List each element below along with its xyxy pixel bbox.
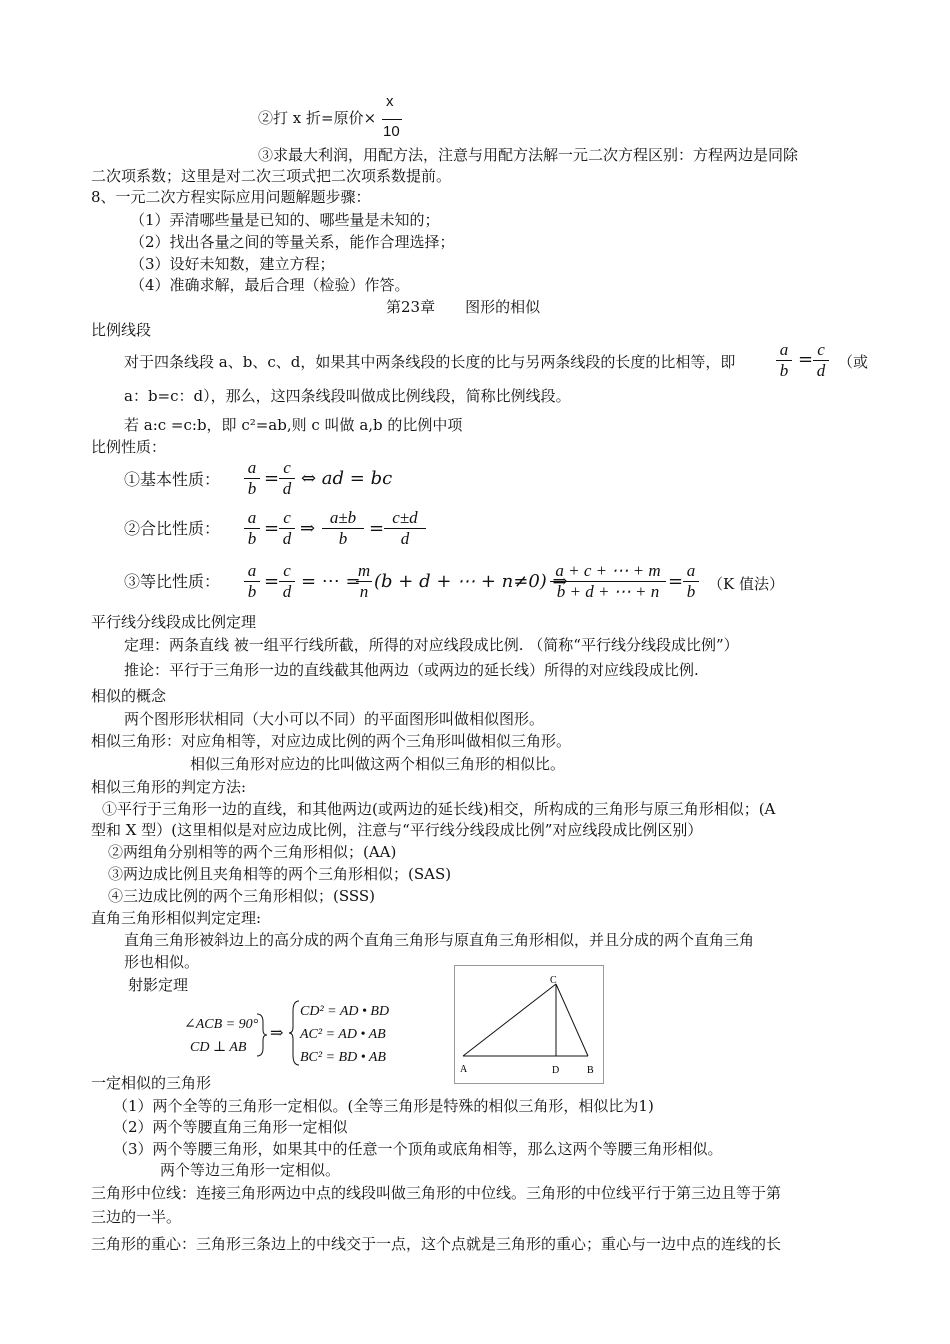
discount-x: x — [386, 93, 394, 110]
side-ac — [463, 984, 556, 1056]
parallel-theorem: 定理：两条直线 被一组平行线所截，所得的对应线段成比例. （简称“平行线分线段成比例”） — [124, 636, 739, 654]
mean-proportional: 若 a:c =c:b，即 c²=ab,则 c 叫做 a,b 的比例中项 — [124, 416, 463, 434]
p3-frac-cd: $\frac{c}{d}$ — [279, 561, 295, 602]
p1-rhs: ⇔ ad = bc — [301, 468, 393, 489]
p2-frac-cpd-d: $\frac{c\pm d}{d}$ — [384, 508, 426, 549]
criterion-3: ③两边成比例且夹角相等的两个三角形相似；(SAS) — [108, 865, 452, 883]
chapter-title: 第23章 图形的相似 — [386, 298, 541, 316]
p2-eq: = — [264, 518, 280, 539]
p3-condition: (b + d + ⋯ + n≠0) ⇒ — [374, 571, 568, 592]
p3-eq3: = — [668, 571, 684, 592]
discount-fraction-bar — [382, 119, 402, 120]
step-3: （3）设好未知数，建立方程； — [130, 255, 335, 273]
criterion-4: ④三边成比例的两个三角形相似；(SSS) — [108, 887, 376, 905]
heading-proportional-segments: 比例线段 — [91, 321, 152, 339]
midline-2: 三边的一半。 — [91, 1208, 182, 1226]
label-a: A — [460, 1064, 468, 1075]
or-text: （或 — [838, 353, 869, 371]
discount-formula-text: ②打 x 折=原价× — [258, 109, 377, 127]
step-4: （4）准确求解，最后合理（检验）作答。 — [130, 276, 410, 294]
right-brace — [256, 1012, 268, 1058]
label-c: C — [550, 975, 557, 986]
right-triangle-1: 直角三角形被斜边上的高分成的两个直角三角形与原直角三角形相似，并且分成的两个直角三角 — [124, 931, 755, 949]
equals-sign: = — [798, 349, 814, 370]
criterion-2: ②两组角分别相等的两个三角形相似；(AA) — [108, 843, 397, 861]
heading-properties: 比例性质： — [91, 438, 167, 456]
heading-similarity: 相似的概念 — [91, 687, 167, 705]
side-bc — [556, 984, 588, 1056]
heading-parallel: 平行线分线段成比例定理 — [91, 613, 257, 631]
left-brace — [288, 999, 300, 1067]
always-similar-3: （3）两个等腰三角形，如果其中的任意一个顶角或底角相等，那么这两个等腰三角形相似。 — [113, 1140, 723, 1158]
right-triangle-2: 形也相似。 — [124, 953, 200, 971]
frac-c-d: $\frac{c}{d}$ — [813, 340, 829, 381]
similar-triangles: 相似三角形：对应角相等，对应边成比例的两个三角形叫做相似三角形。 — [91, 732, 572, 750]
steps-heading: 8、一元二次方程实际应用问题解题步骤： — [91, 188, 371, 206]
cd-perp-ab: CD ⊥ AB — [190, 1040, 247, 1055]
p3-dots: = ⋯ = — [301, 571, 361, 592]
angle-acb: ∠ACB = 90° — [184, 1017, 259, 1032]
criterion-1: ①平行于三角形一边的直线，和其他两边(或两边的延长线)相交，所构成的三角形与原三角形相似；(A — [102, 800, 776, 818]
projection-implies: ⇒ — [270, 1023, 284, 1042]
similarity-ratio: 相似三角形对应边的比叫做这两个相似三角形的相似比。 — [190, 755, 566, 773]
p3-frac-ab2: $\frac{a}{b}$ — [683, 561, 699, 602]
p3-frac-ab: $\frac{a}{b}$ — [244, 561, 260, 602]
line-max-profit: ③求最大利润，用配方法，注意与用配方法解一元二次方程区别：方程两边是同除 — [258, 146, 799, 164]
heading-right-triangle: 直角三角形相似判定定理: — [91, 909, 262, 927]
always-similar-1: （1）两个全等的三角形一定相似。(全等三角形是特殊的相似三角形，相似比为1) — [113, 1097, 654, 1115]
p1-frac-ab: $\frac{a}{b}$ — [244, 458, 260, 499]
property-basic: ①基本性质： — [124, 470, 221, 489]
similar-figures: 两个图形形状相同（大小可以不同）的平面图形叫做相似图形。 — [124, 710, 545, 728]
projection-eq-1: CD² = AD • BD — [300, 1004, 390, 1019]
centroid: 三角形的重心：三角形三条边上的中线交于一点，这个点就是三角形的重心；重心与一边中点的连线的长 — [91, 1235, 782, 1253]
step-2: （2）找出各量之间的等量关系，能作合理选择； — [130, 233, 455, 251]
parallel-corollary: 推论：平行于三角形一边的直线截其他两边（或两边的延长线）所得的对应线段成比例. — [124, 661, 699, 679]
property-equal-ratio: ③等比性质： — [124, 572, 221, 591]
label-d: D — [552, 1065, 560, 1076]
always-similar-4: 两个等边三角形一定相似。 — [160, 1161, 341, 1179]
proportion-definition-2: a：b=c：d），那么，这四条线段叫做成比例线段，简称比例线段。 — [124, 387, 571, 405]
criterion-1b: 型和 X 型）(这里相似是对应边成比例，注意与“平行线分线段成比例”对应线段成比例区别） — [91, 821, 703, 839]
proportion-definition: 对于四条线段 a、b、c、d，如果其中两条线段的长度的比与另两条线段的长度的比相等，即 — [124, 353, 736, 371]
heading-always-similar: 一定相似的三角形 — [91, 1074, 212, 1092]
frac-a-b: $\frac{a}{b}$ — [776, 340, 792, 381]
p2-implies: ⇒ — [300, 518, 316, 539]
k-method: （K 值法） — [708, 575, 784, 593]
step-1: （1）弄清哪些量是已知的、哪些量是未知的； — [130, 211, 440, 229]
line-coefficient: 二次项系数；这里是对二次三项式把二次项系数提前。 — [91, 167, 452, 185]
p2-frac-ab: $\frac{a}{b}$ — [244, 508, 260, 549]
label-b: B — [587, 1065, 594, 1076]
p3-eq: = — [264, 571, 280, 592]
p3-frac-sum: $\frac{a + c + \cdots + m}{b + d + \cdots + n}$ — [550, 561, 666, 602]
triangle-diagram — [455, 966, 603, 1083]
p1-frac-cd: $\frac{c}{d}$ — [279, 458, 295, 499]
p1-eq: = — [264, 468, 280, 489]
projection-eq-3: BC² = BD • AB — [300, 1050, 386, 1065]
p2-frac-apb-b: $\frac{a\pm b}{b}$ — [322, 508, 364, 549]
p2-eq2: = — [369, 518, 385, 539]
discount-10: 10 — [383, 123, 400, 140]
p3-frac-mn: $\frac{m}{n}$ — [357, 561, 371, 601]
property-sum: ②合比性质： — [124, 519, 221, 538]
projection-eq-2: AC² = AD • AB — [300, 1027, 386, 1042]
p2-frac-cd: $\frac{c}{d}$ — [279, 508, 295, 549]
always-similar-2: （2）两个等腰直角三角形一定相似 — [113, 1118, 348, 1136]
heading-criteria: 相似三角形的判定方法: — [91, 778, 247, 796]
projection-theorem: 射影定理 — [128, 976, 189, 994]
midline-1: 三角形中位线：连接三角形两边中点的线段叫做三角形的中位线。三角形的中位线平行于第三边且等于第 — [91, 1184, 782, 1202]
right-triangle-figure — [454, 965, 604, 1084]
